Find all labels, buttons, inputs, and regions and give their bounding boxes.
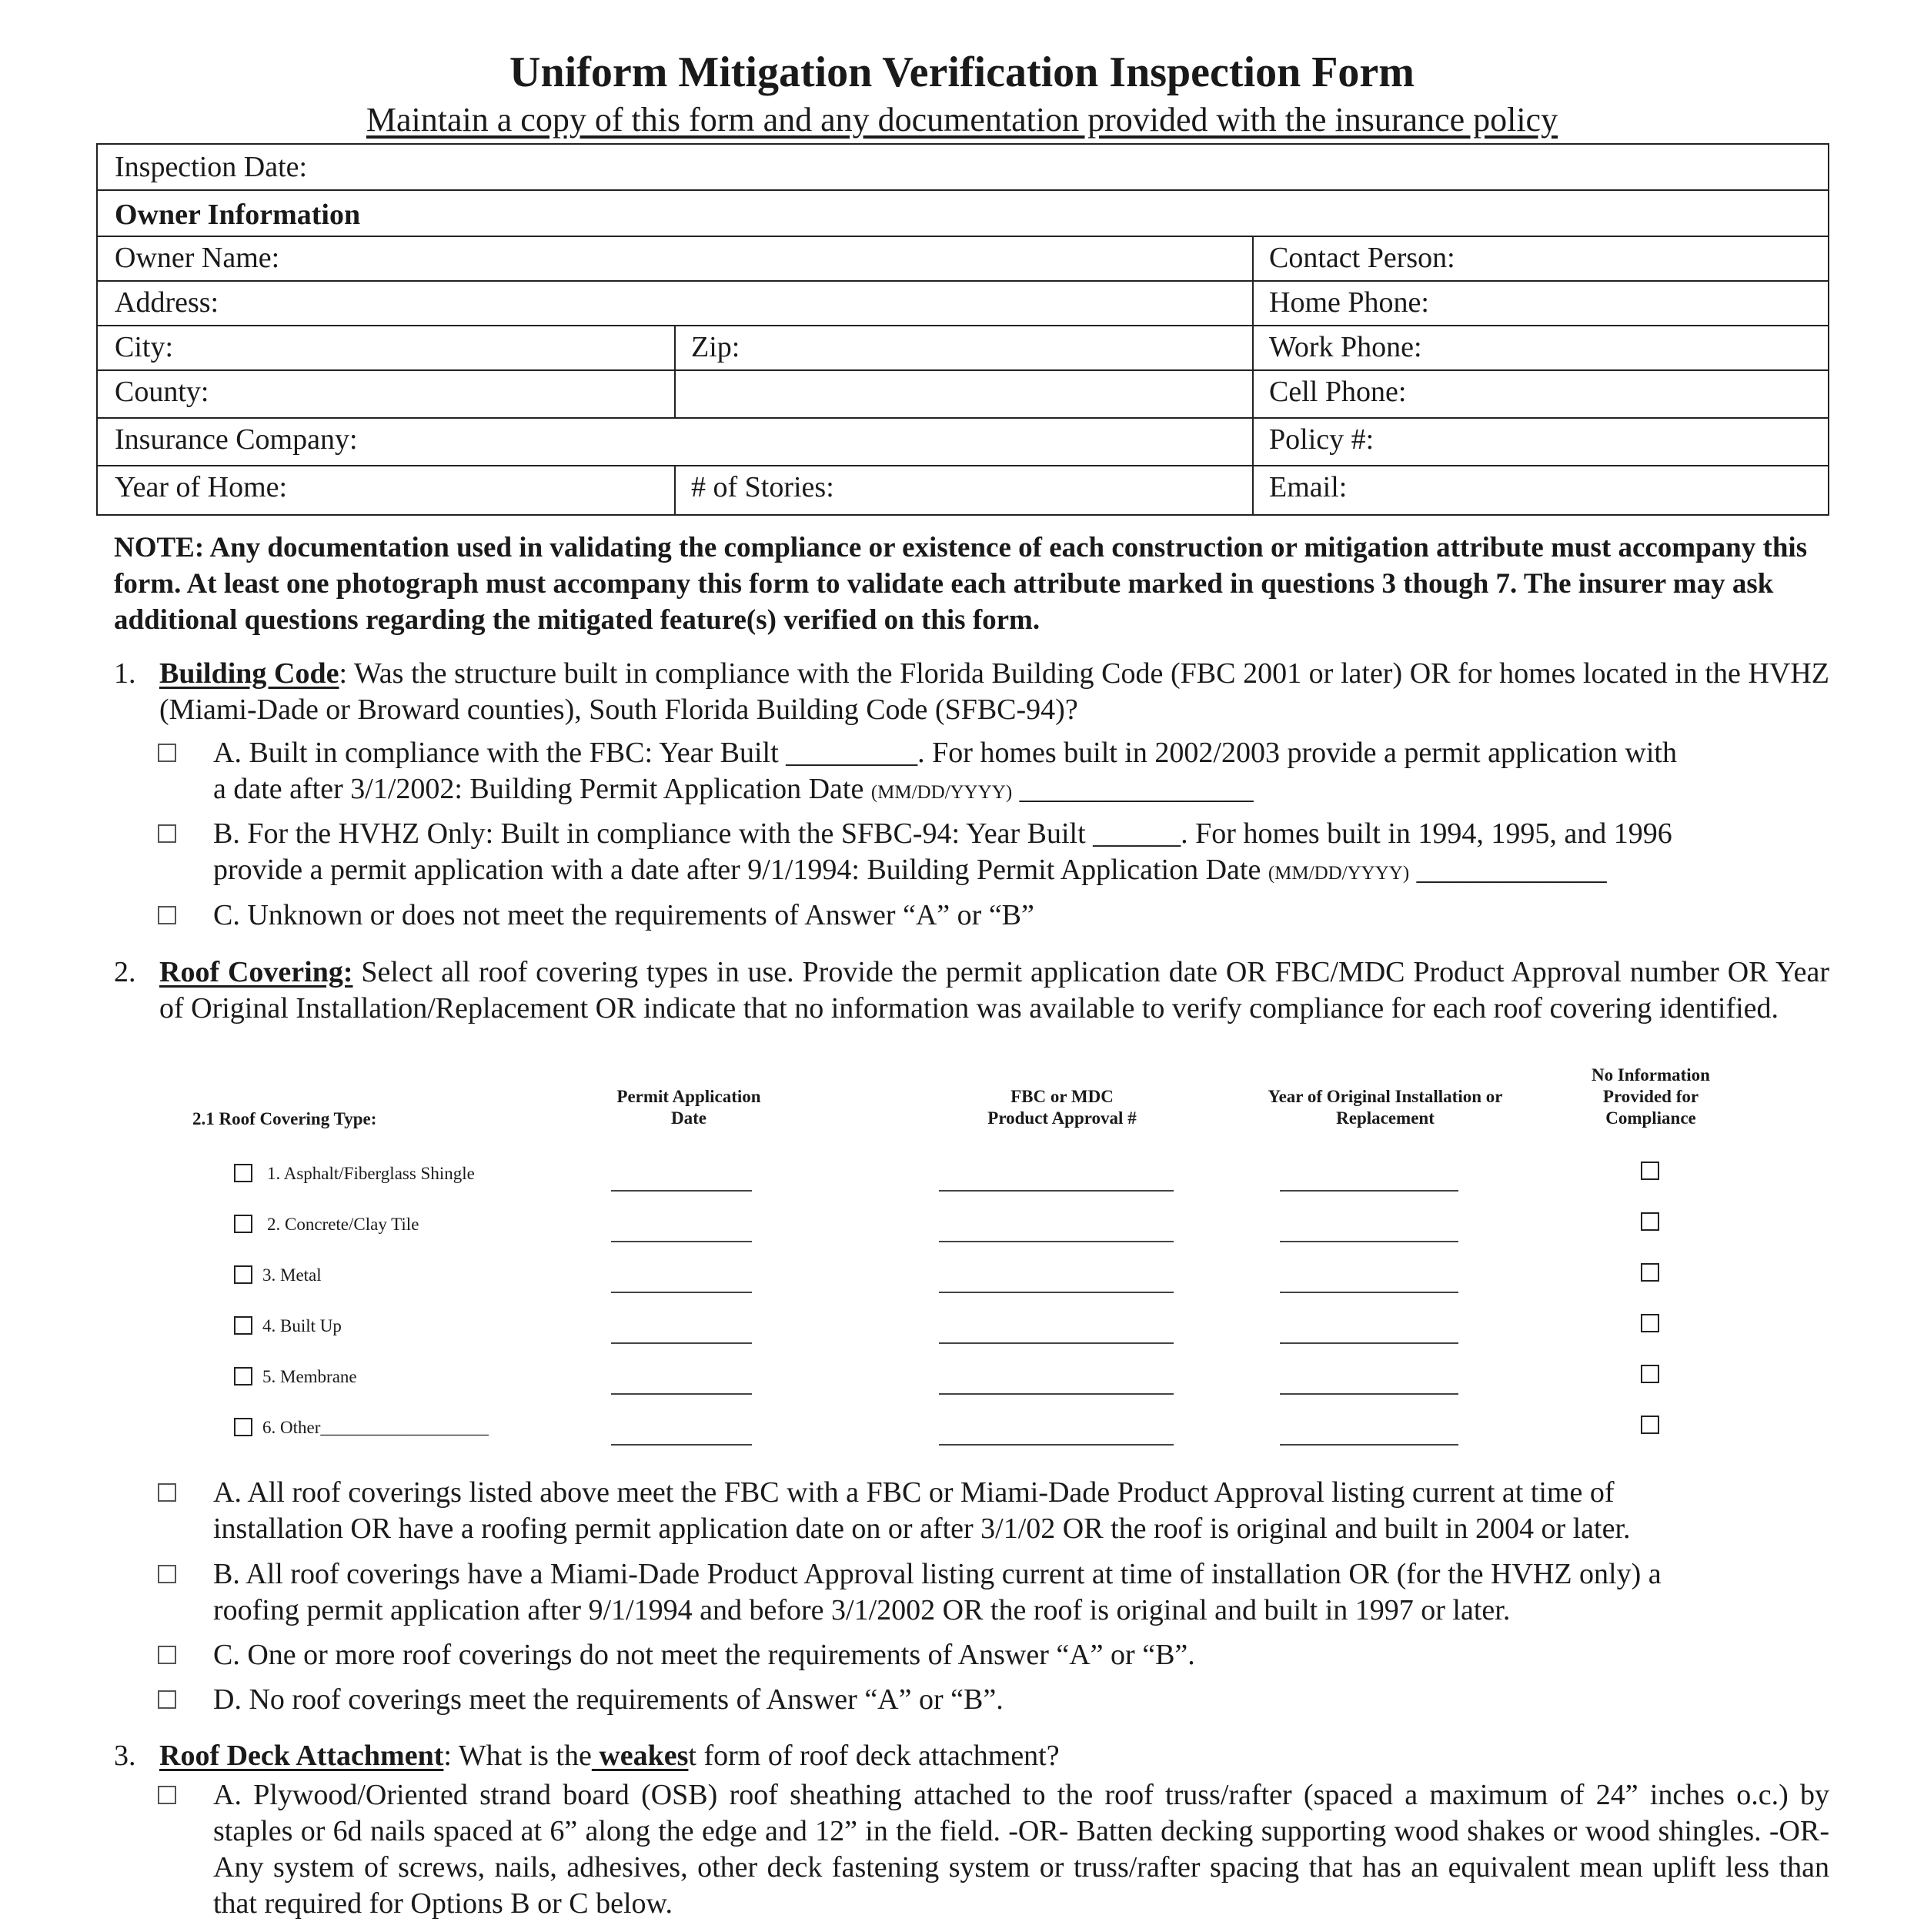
product-approval-field[interactable] <box>939 1190 1174 1192</box>
permit-date-field[interactable] <box>611 1292 752 1293</box>
q2-text: Select all roof covering types in use. Provide the permit application date OR FBC/MDC Product Approval number OR Year of Original Installation/Replacement OR indicate that no information was available to verify compliance for each roof covering identified. <box>159 956 1829 1024</box>
q1-option-a-text: a date after 3/1/2002: Building Permit Application Date <box>213 773 864 805</box>
no-information-checkbox[interactable] <box>1641 1314 1659 1332</box>
q1-text: : Was the structure built in compliance with the Florida Building Code (FBC 2001 or later) OR for homes located in the HVHZ (Miami-Dade or Broward counties), South Florida Building Code (SFBC-94)? <box>159 657 1829 726</box>
q2-option-c-checkbox[interactable] <box>158 1646 176 1664</box>
q2-option-d: D. No roof coverings meet the requirements of Answer “A” or “B”. <box>213 1683 1004 1716</box>
roof-type-checkbox[interactable] <box>234 1164 252 1182</box>
product-approval-field[interactable] <box>939 1393 1174 1395</box>
q3-text-pre: : What is the <box>443 1740 592 1772</box>
contact-person-label: Contact Person: <box>1269 242 1455 274</box>
product-approval-header: FBC or MDC Product Approval # <box>987 1087 1137 1128</box>
product-approval-field[interactable] <box>939 1292 1174 1293</box>
table-divider <box>98 417 1828 419</box>
permit-date-field[interactable] <box>611 1342 752 1344</box>
q3-number: 3. <box>114 1740 136 1772</box>
address-label: Address: <box>115 286 219 319</box>
q1-number: 1. <box>114 657 136 690</box>
year-installation-field[interactable] <box>1280 1393 1458 1395</box>
permit-date-field[interactable] <box>611 1241 752 1242</box>
inspection-date-label: Inspection Date: <box>115 151 308 183</box>
q1-option-a-date-format: (MM/DD/YYYY) <box>870 782 1013 803</box>
q2-option-b-line1: B. All roof coverings have a Miami-Dade Product Approval listing current at time of installation OR (for the HVHZ only) a <box>213 1558 1662 1590</box>
no-information-checkbox[interactable] <box>1641 1263 1659 1282</box>
policy-label: Policy #: <box>1269 423 1375 456</box>
insurance-company-label: Insurance Company: <box>115 423 358 456</box>
owner-info-table <box>96 143 1829 516</box>
q3-weakest: weakes <box>591 1740 689 1772</box>
roof-type-label: 5. Membrane <box>262 1367 357 1386</box>
roof-type-header: 2.1 Roof Covering Type: <box>192 1109 377 1128</box>
q2-option-a-line1: A. All roof coverings listed above meet the FBC with a FBC or Miami-Dade Product Approval listing current at time of <box>213 1476 1615 1509</box>
q1-option-a-line1: A. Built in compliance with the FBC: Year Built _________. For homes built in 2002/2003 provide a permit application with <box>213 737 1677 769</box>
q1-option-a-blank: ________________ <box>1019 773 1254 805</box>
q2-option-d-checkbox[interactable] <box>158 1690 176 1709</box>
owner-name-label: Owner Name: <box>115 242 280 274</box>
table-divider <box>674 465 676 516</box>
q2-option-b-checkbox[interactable] <box>158 1565 176 1583</box>
q1-option-b-checkbox[interactable] <box>158 824 176 843</box>
q2-number: 2. <box>114 956 136 988</box>
q2-option-a-line2: installation OR have a roofing permit application date on or after 3/1/02 OR the roof is original and built in 2004 or later. <box>213 1513 1631 1545</box>
owner-information-heading: Owner Information <box>115 199 361 231</box>
table-divider <box>674 325 676 417</box>
q1-option-c: C. Unknown or does not meet the requirements of Answer “A” or “B” <box>213 899 1034 931</box>
table-divider <box>98 280 1828 282</box>
year-installation-field[interactable] <box>1280 1444 1458 1446</box>
roof-type-label: 6. Other___________________ <box>262 1418 489 1437</box>
county-label: County: <box>115 376 209 408</box>
form-subtitle <box>0 100 1924 139</box>
table-divider <box>98 236 1828 237</box>
permit-date-field[interactable] <box>611 1190 752 1192</box>
no-information-checkbox[interactable] <box>1641 1212 1659 1231</box>
roof-type-checkbox[interactable] <box>234 1265 252 1284</box>
q1-option-a-checkbox[interactable] <box>158 744 176 762</box>
no-information-checkbox[interactable] <box>1641 1416 1659 1434</box>
product-approval-field[interactable] <box>939 1444 1174 1446</box>
q3-option-a-checkbox[interactable] <box>158 1786 176 1804</box>
table-divider <box>98 369 1828 371</box>
q1-question <box>159 656 1829 728</box>
year-installation-field[interactable] <box>1280 1292 1458 1293</box>
q1-option-b-line1: B. For the HVHZ Only: Built in compliance with the SFBC-94: Year Built ______. For homes built in 1994, 1995, and 1996 <box>213 817 1672 850</box>
city-label: City: <box>115 331 174 363</box>
product-approval-field[interactable] <box>939 1241 1174 1242</box>
zip-label: Zip: <box>691 331 740 363</box>
roof-type-checkbox[interactable] <box>234 1316 252 1335</box>
q2-question <box>159 954 1829 1027</box>
q1-option-a-line2 <box>213 771 1254 811</box>
q3-text-post: t form of roof deck attachment? <box>688 1740 1060 1772</box>
roof-type-label: 3. Metal <box>262 1265 322 1285</box>
q1-option-b-date-format: (MM/DD/YYYY) <box>1268 863 1410 884</box>
year-installation-field[interactable] <box>1280 1241 1458 1242</box>
product-approval-field[interactable] <box>939 1342 1174 1344</box>
permit-date-header: Permit Application Date <box>616 1087 761 1128</box>
year-installation-header: Year of Original Installation or Replacement <box>1268 1087 1503 1128</box>
q1-option-b-text: provide a permit application with a date after 9/1/1994: Building Permit Application Date <box>213 854 1261 886</box>
roof-type-label: 4. Built Up <box>262 1316 342 1335</box>
home-phone-label: Home Phone: <box>1269 286 1429 319</box>
q3-question <box>159 1738 1060 1774</box>
table-divider <box>98 325 1828 326</box>
form-subtitle-text: Maintain a copy of this form and any documentation provided with the insurance policy <box>366 101 1558 139</box>
form-title: Uniform Mitigation Verification Inspection Form <box>509 48 1415 96</box>
stories-label: # of Stories: <box>691 471 834 503</box>
q2-option-c: C. One or more roof coverings do not meet the requirements of Answer “A” or “B”. <box>213 1639 1195 1671</box>
roof-type-checkbox[interactable] <box>234 1367 252 1385</box>
q1-option-b-blank: _____________ <box>1416 854 1607 886</box>
q2-heading: Roof Covering: <box>159 956 353 988</box>
q1-option-c-checkbox[interactable] <box>158 906 176 924</box>
work-phone-label: Work Phone: <box>1269 331 1422 363</box>
permit-date-field[interactable] <box>611 1393 752 1395</box>
no-information-checkbox[interactable] <box>1641 1365 1659 1383</box>
year-of-home-label: Year of Home: <box>115 471 288 503</box>
year-installation-field[interactable] <box>1280 1342 1458 1344</box>
table-divider <box>98 465 1828 466</box>
roof-type-label: 2. Concrete/Clay Tile <box>267 1215 419 1234</box>
table-divider <box>1252 236 1254 516</box>
q1-option-b-line2 <box>213 852 1607 891</box>
roof-type-label: 1. Asphalt/Fiberglass Shingle <box>267 1164 475 1183</box>
cell-phone-label: Cell Phone: <box>1269 376 1407 408</box>
no-information-header: No Information Provided for Compliance <box>1592 1065 1710 1128</box>
roof-type-checkbox[interactable] <box>234 1215 252 1233</box>
no-information-checkbox[interactable] <box>1641 1162 1659 1180</box>
q2-option-b-line2: roofing permit application after 9/1/1994 and before 3/1/2002 OR the roof is original and built in 1997 or later. <box>213 1594 1511 1626</box>
year-installation-field[interactable] <box>1280 1190 1458 1192</box>
q3-option-a: A. Plywood/Oriented strand board (OSB) roof sheathing attached to the roof truss/rafter (spaced a maximum of 24” inches o.c.) by staples or 6d nails spaced at 6” along the edge and 12” in the field. -OR- Batten decking supporting wood shakes or wood shingles. -OR- Any system of screws, nails, adhesives, other deck fastening system or truss/rafter spacing that has an equivalent mean uplift less than that required for Options B or C below. <box>213 1779 1829 1920</box>
q2-option-a-checkbox[interactable] <box>158 1483 176 1502</box>
table-divider <box>98 189 1828 191</box>
permit-date-field[interactable] <box>611 1444 752 1446</box>
q1-heading: Building Code <box>159 657 339 690</box>
q3-heading: Roof Deck Attachment <box>159 1740 444 1772</box>
note-paragraph: NOTE: Any documentation used in validating the compliance or existence of each construction or mitigation attribute must accompany this form. At least one photograph must accompany this form to validate each attribute marked in questions 3 though 7. The insurer may ask additional questions regarding the mitigated feature(s) verified on this form. <box>114 532 1808 636</box>
roof-type-checkbox[interactable] <box>234 1418 252 1436</box>
email-label: Email: <box>1269 471 1348 503</box>
